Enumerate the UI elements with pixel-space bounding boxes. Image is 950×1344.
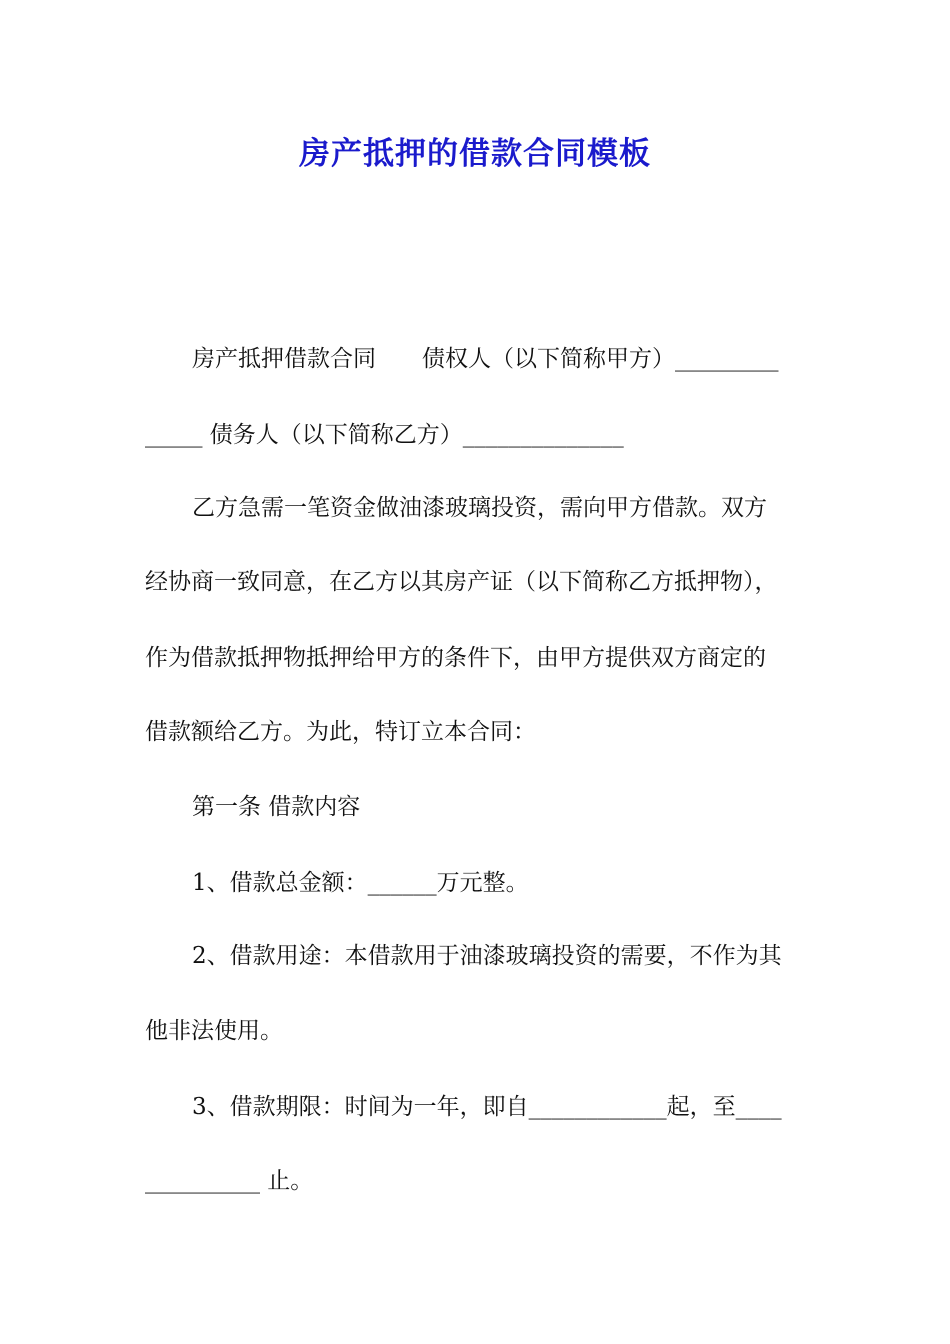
paragraph-line-preamble-2: 经协商一致同意，在乙方以其房产证（以下简称乙方抵押物）， — [145, 569, 778, 595]
clause-loan-purpose-line-2: 他非法使用。 — [145, 1018, 283, 1044]
clause-loan-purpose-line-1: 2、借款用途：本借款用于油漆玻璃投资的需要，不作为其 — [192, 943, 782, 969]
paragraph-line-parties-creditor: 房产抵押借款合同 债权人（以下简称甲方）_________ — [192, 346, 779, 372]
document-title: 房产抵押的借款合同模板 — [299, 136, 651, 172]
paragraph-line-parties-debtor: _____ 债务人（以下简称乙方）______________ — [145, 422, 624, 448]
clause-loan-term-line-1: 3、借款期限：时间为一年，即自____________起，至____ — [192, 1094, 782, 1120]
clause-loan-term-line-2: __________ 止。 — [145, 1168, 314, 1194]
clause-loan-amount: 1、借款总金额：______万元整。 — [192, 870, 529, 896]
article-heading: 第一条 借款内容 — [192, 794, 361, 820]
paragraph-line-preamble-3: 作为借款抵押物抵押给甲方的条件下，由甲方提供双方商定的 — [145, 645, 766, 671]
paragraph-line-preamble-4: 借款额给乙方。为此，特订立本合同： — [145, 719, 536, 745]
paragraph-line-preamble-1: 乙方急需一笔资金做油漆玻璃投资，需向甲方借款。双方 — [192, 495, 767, 521]
